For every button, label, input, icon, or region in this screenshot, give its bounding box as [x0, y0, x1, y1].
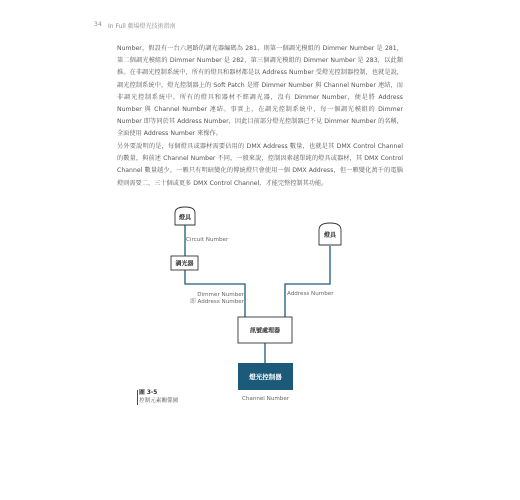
running-title: In Full 劇場燈光技術指南	[108, 23, 176, 30]
signal-processor-box	[238, 317, 292, 343]
dimmer-number-label: Dimmer Number	[197, 292, 244, 298]
dimmer-label: 調光器	[175, 260, 194, 268]
dimmer-box	[171, 256, 198, 270]
fixture-left-label: 燈具	[178, 214, 192, 222]
figure-title: 控制元素關係圖	[139, 398, 179, 404]
address-number-label: Address Number	[287, 291, 334, 297]
fixture-right-label: 燈具	[323, 232, 337, 239]
figure-caption	[139, 389, 199, 405]
lighting-console-label: 燈光控制器	[249, 373, 282, 381]
signal-processor-label: 訊號處理器	[249, 327, 281, 335]
lighting-console-box	[238, 363, 293, 390]
page-number: 34	[94, 21, 103, 28]
circuit-number-label: Circuit Number	[186, 237, 229, 243]
fixture-left	[175, 207, 195, 225]
caption-accent-bar	[137, 390, 138, 405]
line-fixture-to-processor	[285, 246, 330, 317]
figure-number: 圖 3-5	[139, 390, 158, 396]
body-paragraph-2: 另外要說明的是，每個燈具或器材需要佔用的 DMX Address 數量，也就是其 DMX Control Channel 的數量，與前述 Channel Number 不同，一般來說，控制因素越單純的燈具或器材，其 DMX Control Channel 數量越少，一顆只有明暗變化的傳統燈只會使用一個 DMX Address，但一顆變化萬千的電腦燈則需要二、三十個或更多 DMX Control Channel，才能完整控制其功能。	[117, 143, 403, 187]
address-number-equiv-label: 即 Address Number	[190, 299, 244, 305]
fixture-right	[319, 223, 341, 245]
body-paragraph-1: Number，假設有一台六迴路的調光器編碼為 281，則第一個調光模組的 Dimmer Number 是 281，第二個調光模組的 Dimmer Number 是 282，第三個調光模組的 Dimmer Number 是 283，以此類推。在非調光控制系統中，所有的燈具和器材都是以 Address Number 受燈光控制器控制，也就是說，調光控制系統中，燈光控制器上的 Soft Patch 是將 Dimmer Number 與 Channel Number 連結，而非調光控制系統中，所有的燈具和器材不經調光器，沒有 Dimmer Number，便是將 Address Number 與 Channel Number 連結。事實上，在調光控制系統中，每一個調光模組的 Dimmer Number 即等同於其 Address Number，因此目前部分燈光控制器已不見 Dimmer Number 的名稱，全面使用 Address Number 來操作。	[117, 45, 403, 138]
channel-number-label: Channel Number	[241, 396, 290, 402]
